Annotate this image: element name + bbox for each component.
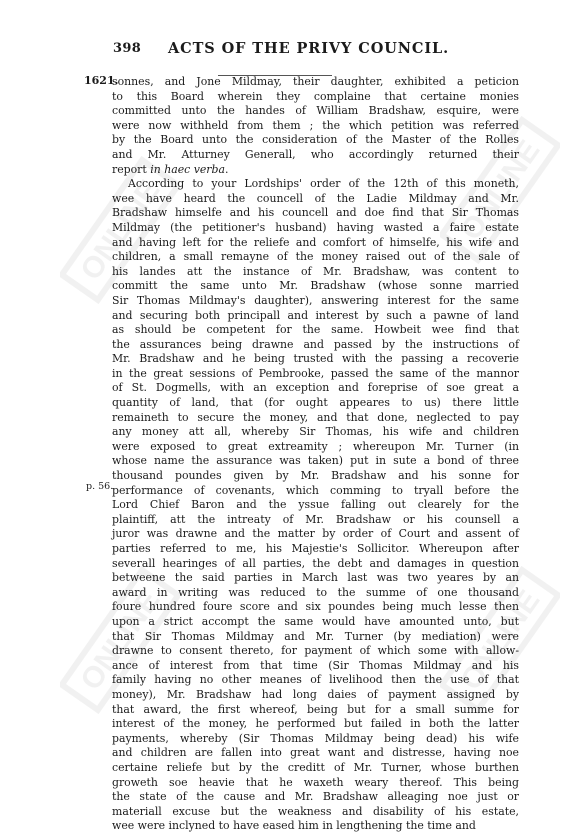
text-line: materiall excuse but the weakness and disability of his estate, xyxy=(112,804,519,818)
text-line: and Mr. Atturney Generall, who accordingly returned their xyxy=(112,147,519,161)
page-number: 398 xyxy=(113,41,142,56)
text-line: by the Board unto the consideration of the Master of the Rolles xyxy=(112,133,519,147)
text-line: of St. Dogmells, with an exception and foreprise of soe great a xyxy=(112,381,519,395)
text-line: interest of the money, he performed but failed in both the latter xyxy=(112,717,519,731)
text-line: upon a strict accompt the same would have amounted unto, but xyxy=(112,614,519,628)
text-line: to this Board wherein they complaine that certaine monies xyxy=(112,89,519,103)
text-line: juror was drawne and the matter by order of Court and assent of xyxy=(112,527,519,541)
text-line: severall hearinges of all parties, the debt and damages in question xyxy=(112,556,519,570)
text-line: any money att all, whereby Sir Thomas, his wife and children xyxy=(112,425,519,439)
text-line: children, a small remayne of the money raised out of the sale of xyxy=(112,250,519,264)
text-line: foure hundred foure score and six poundes being much lesse then xyxy=(112,600,519,614)
text-line: were exposed to great extreamity ; whereupon Mr. Turner (in xyxy=(112,439,519,453)
text-line: plaintiff, att the intreaty of Mr. Bradshaw or his counsell a xyxy=(112,512,519,526)
text-line: family having no other meanes of livelihood then the use of that xyxy=(112,673,519,687)
text-line: as should be competent for the same. Howbeit wee find that xyxy=(112,323,519,337)
text-line: thousand poundes given by Mr. Bradshaw and his sonne for xyxy=(112,469,519,483)
text-line: drawne to consent thereto, for payment of which some with allow- xyxy=(112,644,519,658)
text-line: groweth soe heavie that he waxeth weary thereof. This being xyxy=(112,775,519,789)
text-line: remaineth to secure the money, and that done, neglected to pay xyxy=(112,410,519,424)
watermark-text: ONLINE xyxy=(74,584,167,697)
text-line: his landes att the instance of Mr. Bradshaw, was content to xyxy=(112,264,519,278)
text-line: parties referred to me, his Majestie's Sollicitor. Whereupon after xyxy=(112,542,519,555)
text-line: Mr. Bradshaw and he being trusted with the passing a recoverie xyxy=(112,352,519,366)
text-line: and children are fallen into great want and distresse, having noe xyxy=(112,746,519,760)
text-line: report in haec verba. xyxy=(112,162,229,176)
watermark-text: ONLINE xyxy=(454,134,547,247)
text-line: in the great sessions of Pembrooke, passed the same of the mannor xyxy=(112,366,519,380)
text-line: the state of the cause and Mr. Bradshaw alleaging noe just or xyxy=(112,790,519,804)
text-line: money), Mr. Bradshaw had long daies of payment assigned by xyxy=(112,687,519,701)
text-line: that Sir Thomas Mildmay and Mr. Turner (by mediation) were xyxy=(112,629,519,643)
margin-page-reference: p. 56. xyxy=(86,481,114,492)
text-line: sonnes, and Jone Mildmay, their daughter, exhibited a peticion xyxy=(112,75,519,88)
text-line: committ the same unto Mr. Bradshaw (whose sonne married xyxy=(112,279,519,293)
text-line: Bradshaw himselfe and his councell and doe find that Sir Thomas xyxy=(112,206,519,220)
text-line: ance of interest from that time (Sir Thomas Mildmay and his xyxy=(112,658,519,672)
watermark-text: ONLINE xyxy=(74,174,167,287)
text-line: whose name the assurance was taken) put in sute a bond of three xyxy=(112,454,519,468)
text-line: Lord Chief Baron and the yssue falling out clearely for the xyxy=(112,498,519,512)
text-line: award in writing was reduced to the summe of one thousand xyxy=(112,585,519,599)
running-head: ACTS OF THE PRIVY COUNCIL. xyxy=(168,40,450,57)
text-line: and having left for the reliefe and comfort of himselfe, his wife and xyxy=(112,235,519,249)
text-line: Mildmay (the petitioner's husband) having wasted a faire estate xyxy=(112,220,519,234)
text-line: wee have heard the councell of the Ladie Mildmay and Mr. xyxy=(112,191,519,205)
text-line: committed unto the handes of William Bradshaw, esquire, were xyxy=(112,104,519,118)
text-line: Sir Thomas Mildmay's daughter), answering interest for the same xyxy=(112,293,519,307)
text-line: payments, whereby (Sir Thomas Mildmay being dead) his wife xyxy=(112,731,519,745)
text-line: performance of covenants, which comming to tryall before the xyxy=(112,483,519,497)
text-line: certaine reliefe but by the creditt of Mr. Turner, whose burthen xyxy=(112,760,519,774)
text-line: According to your Lordships' order of the 12th of this moneth, xyxy=(128,177,519,191)
text-line: and securing both principall and interest by such a pawne of land xyxy=(112,308,519,322)
text-line: quantity of land, that (for ought appeares to us) there little xyxy=(112,396,519,410)
text-line: were now withheld from them ; the which petition was referred xyxy=(112,118,519,132)
margin-year: 1621. xyxy=(84,74,119,87)
watermark-text: ONLINE xyxy=(454,584,547,697)
text-line: the assurances being drawne and passed by the instructions of xyxy=(112,337,519,351)
text-line: wee were inclyned to have eased him in lengthening the time and xyxy=(112,819,476,833)
text-line: betweene the said parties in March last was two yeares by an xyxy=(112,571,519,585)
text-line: that award, the first whereof, being but for a small summe for xyxy=(112,702,519,716)
body-text xyxy=(112,75,519,834)
